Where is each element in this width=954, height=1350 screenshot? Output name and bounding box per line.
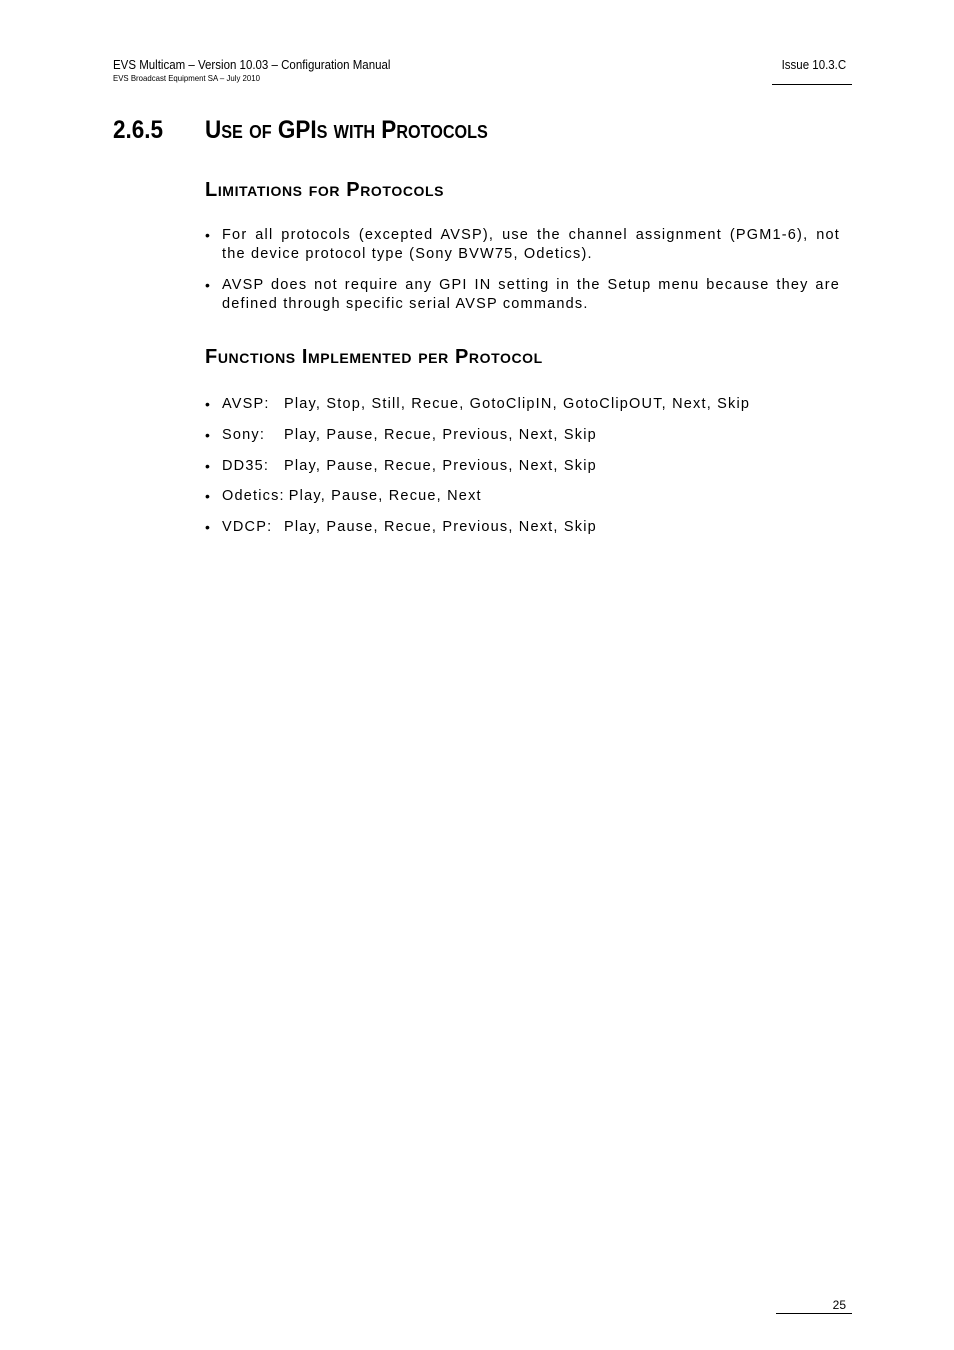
protocol-name: AVSP: — [222, 396, 270, 412]
page-header — [113, 57, 415, 84]
protocol-functions: Play, Pause, Recue, Next — [288, 488, 482, 505]
list-item — [205, 457, 840, 476]
list-item — [205, 487, 840, 506]
header-rule — [772, 84, 852, 85]
header-issue-text: Issue 10.3.C — [781, 58, 846, 72]
protocol-functions: Play, Pause, Recue, Previous, Next, Skip — [284, 457, 597, 474]
list-item — [205, 395, 840, 414]
functions-list — [205, 395, 840, 549]
protocol-name: VDCP: — [222, 519, 273, 536]
section-title: Use of GPIs with Protocols — [205, 116, 488, 144]
protocol-name: DD35: — [222, 457, 270, 474]
list-item: • For all protocols (excepted AVSP), use the channel assignment (PGM1-6), not the device protocol type (Sony BVW75, Odetics). — [205, 226, 840, 264]
protocol-functions: Play, Stop, Still, Recue, GotoClipIN, GotoClipOUT, Next, Skip — [284, 396, 751, 412]
list-item — [205, 426, 840, 445]
list-item: • AVSP does not require any GPI IN setting in the Setup menu because they are defined through specific serial AVSP commands. — [205, 276, 840, 314]
functions-heading: Functions Implemented per Protocol — [205, 346, 543, 368]
protocol-functions: Play, Pause, Recue, Previous, Next, Skip — [284, 519, 597, 536]
header-subtitle: EVS Broadcast Equipment SA – July 2010 — [113, 73, 260, 83]
list-item — [205, 518, 840, 537]
header-issue — [772, 57, 852, 73]
protocol-name: Odetics: — [222, 488, 285, 505]
protocol-name: Sony: — [222, 426, 266, 443]
limitations-heading: Limitations for Protocols — [205, 179, 445, 201]
footer-rule — [776, 1313, 852, 1314]
page-number: 25 — [832, 1298, 846, 1312]
limitations-list — [205, 226, 840, 326]
section-number: 2.6.5 — [113, 116, 164, 144]
header-title: EVS Multicam – Version 10.03 – Configuration Manual — [113, 58, 391, 72]
protocol-functions: Play, Pause, Recue, Previous, Next, Skip — [284, 426, 597, 443]
